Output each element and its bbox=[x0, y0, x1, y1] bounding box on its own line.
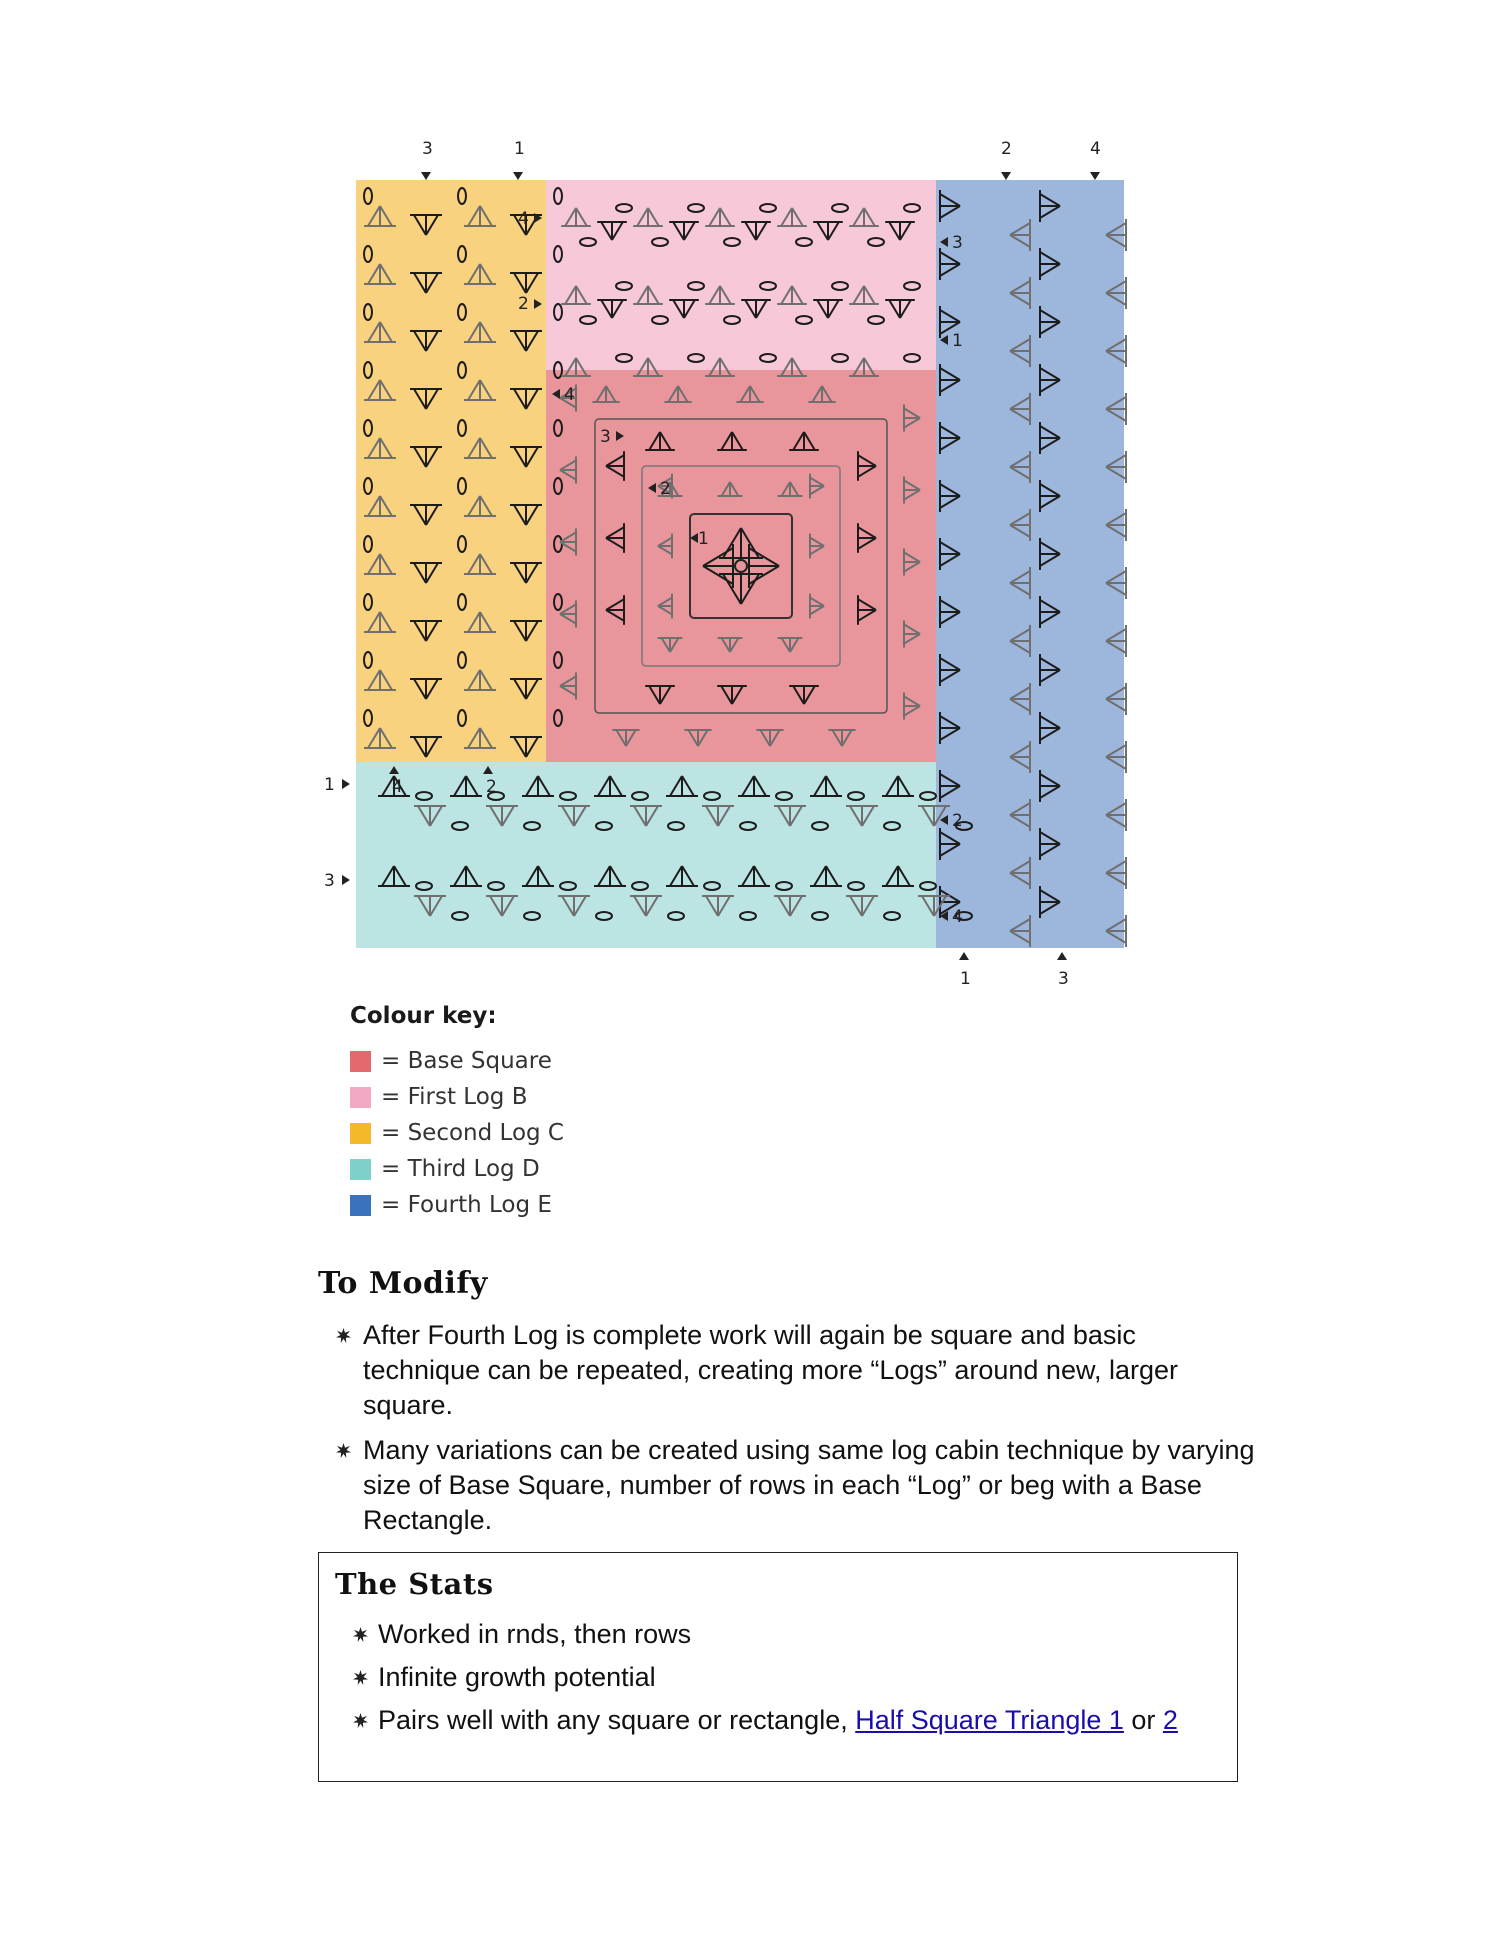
row-marker-label: 3 bbox=[422, 139, 433, 159]
half-square-triangle-1-link[interactable]: Half Square Triangle 1 bbox=[855, 1705, 1124, 1735]
list-item bbox=[353, 1660, 1213, 1695]
first-log-b-region bbox=[546, 180, 936, 370]
key-label: = Second Log C bbox=[381, 1120, 564, 1146]
row-marker-label: 4 bbox=[392, 777, 403, 797]
row-marker-label: 4 bbox=[564, 385, 575, 405]
list-item bbox=[353, 1617, 1213, 1652]
row-marker-label: 2 bbox=[660, 479, 671, 499]
swatch-base-square bbox=[350, 1051, 371, 1072]
row-marker-label: 2 bbox=[1001, 139, 1012, 159]
pairs-prefix: Pairs well with any square or rectangle, bbox=[378, 1705, 856, 1735]
row-marker-label: 3 bbox=[600, 427, 611, 447]
key-label: = First Log B bbox=[381, 1084, 528, 1110]
list-item-text bbox=[378, 1705, 1178, 1735]
colour-key-list bbox=[350, 1043, 564, 1223]
row-marker-label: 3 bbox=[952, 233, 963, 253]
key-label: = Fourth Log E bbox=[381, 1192, 552, 1218]
row-marker-label: 2 bbox=[952, 811, 963, 831]
bullet-icon bbox=[353, 1627, 368, 1642]
row-marker-label: 2 bbox=[518, 294, 529, 314]
list-item-text: After Fourth Log is complete work will again be square and basic technique can be repeated, creating more “Logs” around new, larger square. bbox=[363, 1320, 1179, 1420]
swatch-third-log bbox=[350, 1159, 371, 1180]
third-log-d-region bbox=[356, 762, 936, 948]
list-item-text: Many variations can be created using same log cabin technique by varying size of Base Square, number of rows in each “Log” or beg with a Base Rectangle. bbox=[363, 1435, 1255, 1535]
row-marker-label: 1 bbox=[698, 529, 709, 549]
key-item-second-log bbox=[350, 1115, 564, 1151]
row-marker-label: 1 bbox=[514, 139, 525, 159]
row-marker-label: 4 bbox=[518, 209, 529, 229]
key-label: = Third Log D bbox=[381, 1156, 540, 1182]
key-label: = Base Square bbox=[381, 1048, 552, 1074]
row-marker-label: 1 bbox=[324, 775, 335, 795]
colour-key-title: Colour key: bbox=[350, 1003, 497, 1029]
to-modify-list bbox=[336, 1318, 1256, 1548]
row-marker-label: 3 bbox=[324, 871, 335, 891]
key-item-first-log bbox=[350, 1079, 564, 1115]
list-item-text: Worked in rnds, then rows bbox=[378, 1619, 692, 1649]
stats-box bbox=[318, 1552, 1238, 1782]
to-modify-heading: To Modify bbox=[318, 1266, 488, 1301]
bullet-icon bbox=[353, 1670, 368, 1685]
key-item-fourth-log bbox=[350, 1187, 564, 1223]
list-item bbox=[336, 1318, 1256, 1423]
bullet-icon bbox=[336, 1443, 351, 1458]
row-marker-label: 2 bbox=[486, 777, 497, 797]
list-item bbox=[336, 1433, 1256, 1538]
row-marker-label: 4 bbox=[1090, 139, 1101, 159]
key-item-third-log bbox=[350, 1151, 564, 1187]
row-marker-label: 1 bbox=[952, 331, 963, 351]
row-marker-label: 4 bbox=[952, 907, 963, 927]
swatch-second-log bbox=[350, 1123, 371, 1144]
second-log-c-region bbox=[356, 180, 546, 762]
list-item-text: Infinite growth potential bbox=[378, 1662, 656, 1692]
bullet-icon bbox=[353, 1713, 368, 1728]
list-item bbox=[353, 1703, 1213, 1738]
stats-heading: The Stats bbox=[335, 1567, 494, 1601]
stats-list bbox=[353, 1617, 1213, 1746]
row-marker-label: 3 bbox=[1058, 969, 1069, 989]
half-square-triangle-2-link[interactable]: 2 bbox=[1162, 1705, 1178, 1735]
pairs-middle: or bbox=[1123, 1705, 1163, 1735]
crochet-chart bbox=[320, 136, 1140, 996]
swatch-fourth-log bbox=[350, 1195, 371, 1216]
bullet-icon bbox=[336, 1328, 351, 1343]
row-marker-label: 1 bbox=[960, 969, 971, 989]
key-item-base-square bbox=[350, 1043, 564, 1079]
swatch-first-log bbox=[350, 1087, 371, 1108]
